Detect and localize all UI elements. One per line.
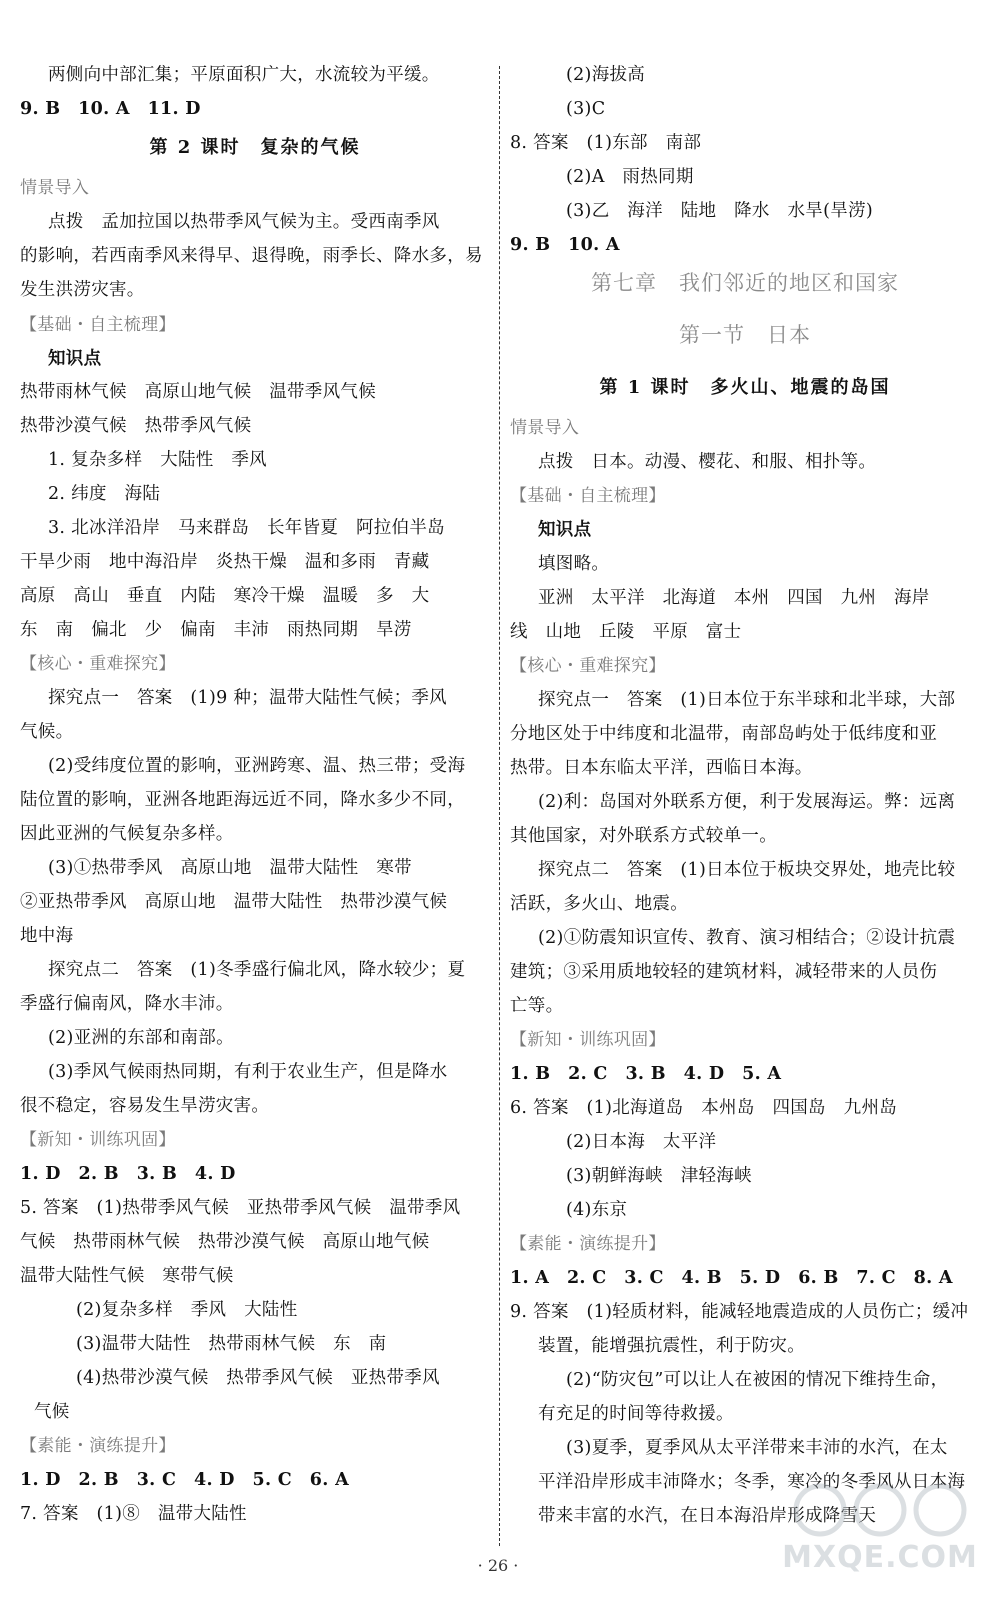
text-line: 有充足的时间等待救援。 <box>538 1404 734 1424</box>
text-line: 带来丰富的水汽，在日本海沿岸形成降雪天 <box>538 1506 877 1526</box>
text-line: (4)东京 <box>566 1200 628 1220</box>
text-line: 平洋沿岸形成丰沛降水；冬季，寒冷的冬季风从日本海 <box>538 1472 966 1492</box>
watermark-logo <box>780 1480 980 1590</box>
text-line: ②亚热带季风 高原山地 温带大陆性 热带沙漠气候 <box>20 892 448 912</box>
text-line: 1. D 2. B 3. B 4. D <box>20 1164 236 1184</box>
text-line: 7. 答案 (1)⑧ 温带大陆性 <box>20 1504 247 1524</box>
text-line: 8. 答案 (1)东部 南部 <box>510 133 702 153</box>
text-line: 知识点 <box>48 349 102 369</box>
section-heading: 【基础・自主梳理】 <box>510 486 666 506</box>
text-line: 热带沙漠气候 热带季风气候 <box>20 416 252 436</box>
text-line: (2)①防震知识宣传、教育、演习相结合；②设计抗震 <box>538 928 956 948</box>
text-line: 分地区处于中纬度和北温带，南部岛屿处于低纬度和亚 <box>510 724 938 744</box>
text-line: 干旱少雨 地中海沿岸 炎热干燥 温和多雨 青藏 <box>20 552 430 572</box>
column-divider <box>499 66 500 1546</box>
text-line: 发生洪涝灾害。 <box>20 280 145 300</box>
text-line: 很不稳定，容易发生旱涝灾害。 <box>20 1096 270 1116</box>
text-line: 9. B 10. A 11. D <box>20 99 201 119</box>
section-heading: 【新知・训练巩固】 <box>20 1130 176 1150</box>
text-line: (2)受纬度位置的影响，亚洲跨寒、温、热三带；受海 <box>48 756 466 776</box>
text-line: 建筑；③采用质地较轻的建筑材料，减轻带来的人员伤 <box>510 962 938 982</box>
text-line: 1. B 2. C 3. B 4. D 5. A <box>510 1064 782 1084</box>
section-heading: 情景导入 <box>20 178 90 198</box>
watermark-text: MXQE.COM <box>782 1540 978 1575</box>
section-heading: 【核心・重难探究】 <box>510 656 666 676</box>
text-line: 东 南 偏北 少 偏南 丰沛 雨热同期 旱涝 <box>20 620 412 640</box>
text-line: 亚洲 太平洋 北海道 本州 四国 九州 海岸 <box>538 588 930 608</box>
text-line: 1. 复杂多样 大陆性 季风 <box>48 450 267 470</box>
text-line: (2)复杂多样 季风 大陆性 <box>76 1300 298 1320</box>
text-line: 1. D 2. B 3. C 4. D 5. C 6. A <box>20 1470 349 1490</box>
text-line: 3. 北冰洋沿岸 马来群岛 长年皆夏 阿拉伯半岛 <box>48 518 445 538</box>
text-line: 5. 答案 (1)热带季风气候 亚热带季风气候 温带季风 <box>20 1198 461 1218</box>
text-line: 其他国家，对外联系方式较单一。 <box>510 826 777 846</box>
text-line: (2)A 雨热同期 <box>566 167 694 187</box>
text-line: 季盛行偏南风，降水丰沛。 <box>20 994 234 1014</box>
text-line: (4)热带沙漠气候 热带季风气候 亚热带季风 <box>76 1368 440 1388</box>
text-line: 活跃，多火山、地震。 <box>510 894 688 914</box>
text-line: 装置，能增强抗震性，利于防灾。 <box>538 1336 805 1356</box>
text-line: (3)朝鲜海峡 津轻海峡 <box>566 1166 752 1186</box>
text-line: 高原 高山 垂直 内陆 寒冷干燥 温暖 多 大 <box>20 586 430 606</box>
text-line: (3)①热带季风 高原山地 温带大陆性 寒带 <box>48 858 412 878</box>
text-line: 温带大陆性气候 寒带气候 <box>20 1266 234 1286</box>
text-line: 亡等。 <box>510 996 564 1016</box>
text-line: 气候 热带雨林气候 热带沙漠气候 高原山地气候 <box>20 1232 430 1252</box>
text-line: 热带雨林气候 高原山地气候 温带季风气候 <box>20 382 376 402</box>
text-line: 填图略。 <box>538 554 610 574</box>
text-line: 陆位置的影响，亚洲各地距海远近不同，降水多少不同， <box>20 790 465 810</box>
text-line: 气候 <box>34 1402 70 1422</box>
text-line: 探究点二 答案 (1)冬季盛行偏北风，降水较少；夏 <box>48 960 466 980</box>
text-line: 2. 纬度 海陆 <box>48 484 161 504</box>
section-heading: 【素能・演练提升】 <box>20 1436 176 1456</box>
text-line: (2)“防灾包”可以让人在被困的情况下维持生命， <box>566 1370 949 1390</box>
lesson-title: 第 2 课时 复杂的气候 <box>149 137 361 158</box>
text-line: 线 山地 丘陵 平原 富士 <box>510 622 742 642</box>
section-heading: 【核心・重难探究】 <box>20 654 176 674</box>
section-heading: 【基础・自主梳理】 <box>20 315 176 335</box>
text-line: 热带。日本东临太平洋，西临日本海。 <box>510 758 813 778</box>
watermark-icon <box>780 1480 980 1540</box>
section-heading: 【素能・演练提升】 <box>510 1234 666 1254</box>
lesson-title: 第七章 我们邻近的地区和国家 <box>591 271 899 295</box>
text-line: 6. 答案 (1)北海道岛 本州岛 四国岛 九州岛 <box>510 1098 898 1118</box>
text-line: (3)乙 海洋 陆地 降水 水旱(旱涝) <box>566 201 873 221</box>
text-line: (2)海拔高 <box>566 65 646 85</box>
text-line: (3)C <box>566 99 606 119</box>
text-line: 点拨 日本。动漫、樱花、和服、相扑等。 <box>538 452 877 472</box>
text-line: 9. 答案 (1)轻质材料，能减轻地震造成的人员伤亡；缓冲 <box>510 1302 969 1322</box>
section-heading: 情景导入 <box>510 418 580 438</box>
text-line: 地中海 <box>20 926 74 946</box>
text-line: (3)季风气候雨热同期，有利于农业生产，但是降水 <box>48 1062 448 1082</box>
text-line: 因此亚洲的气候复杂多样。 <box>20 824 234 844</box>
text-line: 1. A 2. C 3. C 4. B 5. D 6. B 7. C 8. A <box>510 1268 953 1288</box>
text-line: 点拨 孟加拉国以热带季风气候为主。受西南季风 <box>48 212 440 232</box>
lesson-title: 第一节 日本 <box>679 323 811 347</box>
text-line: (2)日本海 太平洋 <box>566 1132 717 1152</box>
page-number: · 26 · <box>477 1556 519 1575</box>
text-line: (2)利：岛国对外联系方便，利于发展海运。弊：远离 <box>538 792 956 812</box>
lesson-title: 第 1 课时 多火山、地震的岛国 <box>599 377 891 398</box>
text-line: 气候。 <box>20 722 74 742</box>
text-line: 探究点二 答案 (1)日本位于板块交界处，地壳比较 <box>538 860 956 880</box>
text-line: 两侧向中部汇集；平原面积广大，水流较为平缓。 <box>48 65 440 85</box>
section-heading: 【新知・训练巩固】 <box>510 1030 666 1050</box>
text-line: 知识点 <box>538 520 592 540</box>
text-line: 探究点一 答案 (1)日本位于东半球和北半球，大部 <box>538 690 956 710</box>
text-line: (3)夏季，夏季风从太平洋带来丰沛的水汽，在太 <box>566 1438 948 1458</box>
text-line: 9. B 10. A <box>510 235 620 255</box>
text-line: (2)亚洲的东部和南部。 <box>48 1028 234 1048</box>
text-line: (3)温带大陆性 热带雨林气候 东 南 <box>76 1334 387 1354</box>
text-line: 的影响，若西南季风来得早、退得晚，雨季长、降水多，易 <box>20 246 483 266</box>
text-line: 探究点一 答案 (1)9 种；温带大陆性气候；季风 <box>48 688 447 708</box>
